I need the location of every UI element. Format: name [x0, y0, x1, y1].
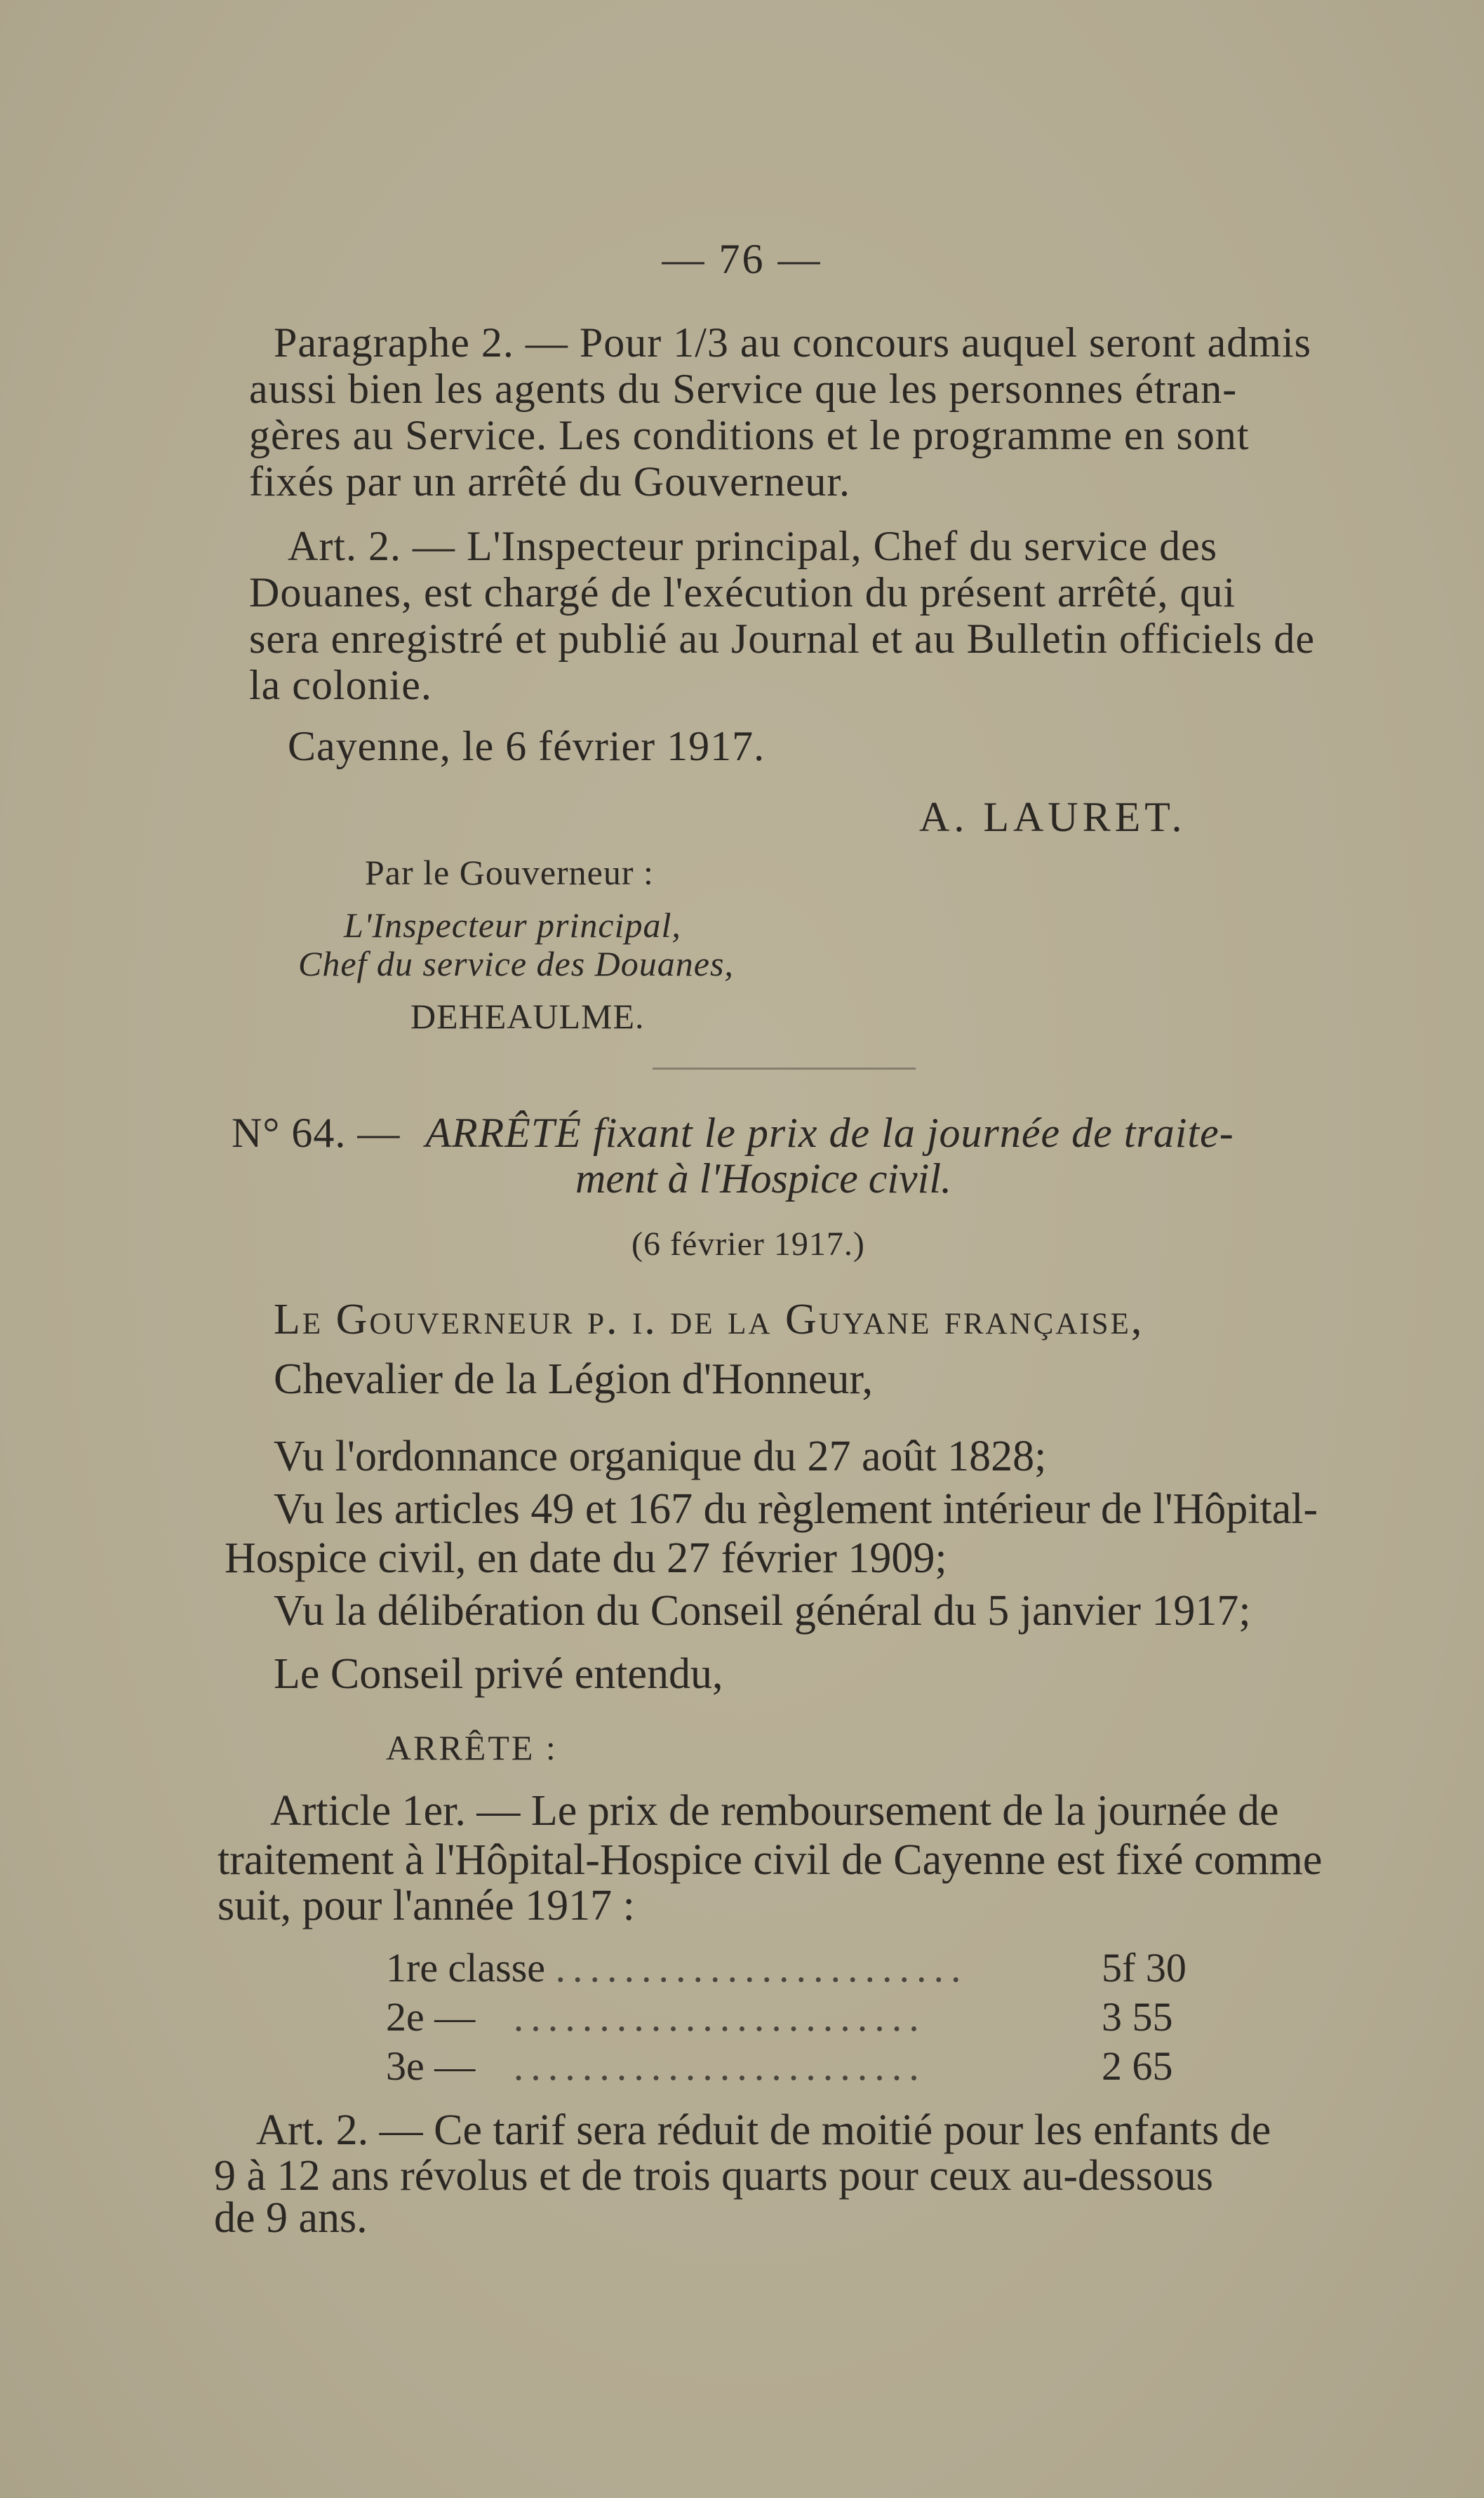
- vu-ordonnance: Vu l'ordonnance organique du 27 août 1828;: [274, 1433, 1047, 1480]
- tarif-classe: 1re classe: [386, 1945, 546, 1991]
- gouverneur-line: Le Gouverneur p. i. de la Guyane française,: [274, 1296, 1144, 1343]
- tarif-row: [386, 2042, 926, 2090]
- vu-articles-line2: Hospice civil, en date du 27 février 1909;: [225, 1534, 947, 1582]
- decree-date: (6 février 1917.): [631, 1225, 865, 1263]
- signature-lauret: A. LAURET.: [919, 794, 1186, 840]
- chef-title: Chef du service des Douanes,: [298, 944, 734, 983]
- leader-dots: ........................: [555, 1945, 968, 1991]
- conseil-line: Le Conseil privé entendu,: [274, 1650, 723, 1698]
- tarif-prix: 3 55: [1102, 1994, 1173, 2040]
- page-number: — 76 —: [662, 236, 822, 282]
- decree-art2-line2: 9 à 12 ans révolus et de trois quarts pour ceux au-dessous: [214, 2152, 1213, 2200]
- text-line: Douanes, est chargé de l'exécution du présent arrêté, qui: [249, 569, 1236, 616]
- text-line: aussi bien les agents du Service que les personnes étran-: [249, 366, 1238, 412]
- decree-number: N° 64. —: [232, 1110, 401, 1156]
- text-line: Paragraphe 2. — Pour 1/3 au concours auquel seront admis: [274, 319, 1311, 366]
- decree-title-line2: ment à l'Hospice civil.: [575, 1155, 952, 1202]
- article-1-line2: traitement à l'Hôpital-Hospice civil de Cayenne est fixé comme: [218, 1836, 1323, 1884]
- par-le-gouverneur: Par le Gouverneur :: [365, 853, 654, 892]
- tarif-classe: 3e —: [386, 2043, 476, 2089]
- paragraph-2: [249, 319, 1358, 505]
- text-line: sera enregistré et publié au Journal et au Bulletin officiels de: [249, 616, 1316, 662]
- tarif-prix: 5f 30: [1102, 1945, 1186, 1991]
- signature-deheaulme: DEHEAULME.: [410, 997, 645, 1036]
- tarif-classe: 2e —: [386, 1994, 476, 2040]
- text-line: gères au Service. Les conditions et le programme en sont: [249, 412, 1250, 458]
- text-line: Art. 2. — L'Inspecteur principal, Chef du service des: [288, 523, 1218, 569]
- article-1-line1: Article 1er. — Le prix de remboursement de la journée de: [270, 1787, 1279, 1835]
- inspecteur-title: L'Inspecteur principal,: [344, 905, 681, 945]
- tarif-row: [386, 1993, 926, 2040]
- decree-art2-line3: de 9 ans.: [214, 2194, 368, 2242]
- arrete-heading: ARRÊTE :: [386, 1728, 558, 1767]
- section-divider: [653, 1068, 916, 1070]
- decree-title-line1: ARRÊTÉ fixant le prix de la journée de traite-: [425, 1110, 1234, 1156]
- chevalier-line: Chevalier de la Légion d'Honneur,: [274, 1355, 874, 1403]
- place-date: Cayenne, le 6 février 1917.: [288, 723, 766, 769]
- tarif-row: [386, 1944, 968, 1991]
- tarif-prix: 2 65: [1102, 2043, 1173, 2089]
- leader-dots: ........................: [513, 2043, 926, 2089]
- text-line: fixés par un arrêté du Gouverneur.: [249, 458, 851, 505]
- leader-dots: ........................: [513, 1994, 926, 2040]
- text-line: la colonie.: [249, 662, 432, 708]
- decree-title: [232, 1109, 1234, 1157]
- vu-articles-line1: Vu les articles 49 et 167 du règlement intérieur de l'Hôpital-: [274, 1485, 1318, 1533]
- vu-deliberation: Vu la délibération du Conseil général du 5 janvier 1917;: [274, 1587, 1251, 1635]
- decree-art2-line1: Art. 2. — Ce tarif sera réduit de moitié pour les enfants de: [256, 2106, 1271, 2154]
- article-1-line3: suit, pour l'année 1917 :: [218, 1882, 635, 1929]
- article-2: [249, 523, 1358, 708]
